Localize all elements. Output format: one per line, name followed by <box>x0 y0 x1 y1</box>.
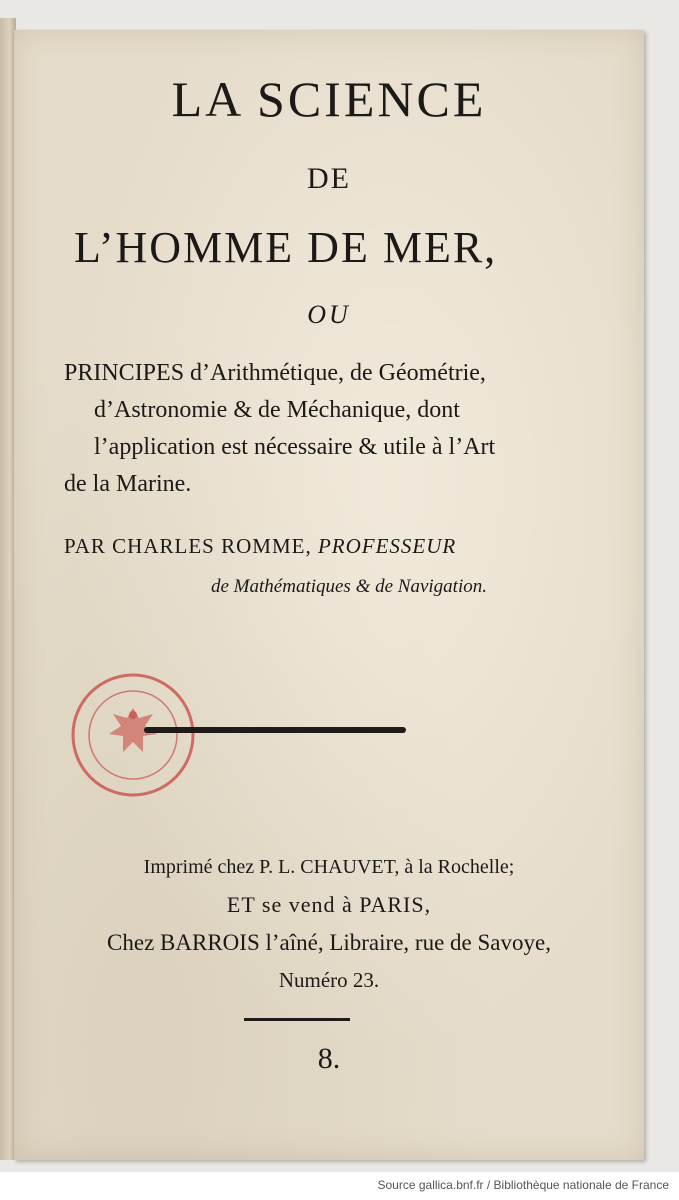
author-title: PROFESSEUR <box>317 534 457 558</box>
imprint-line-2: ET se vend à PARIS, <box>226 892 432 917</box>
subtitle-line-2: d’Astronomie & de Méchanique, dont <box>94 397 460 423</box>
subtitle-line-1: PRINCIPES d’Arithmétique, de Géométrie, <box>64 360 486 386</box>
imprint-line-3: Chez BARROIS l’aîné, Libraire, rue de Savoye, <box>107 930 551 955</box>
imprint-line-4: Numéro 23. <box>278 968 380 992</box>
title-line-2: DE <box>307 162 351 195</box>
author-line-2: de Mathématiques & de Navigation. <box>211 576 487 597</box>
title-line-3: L’HOMME DE MER, <box>74 223 498 272</box>
decorative-rule <box>144 727 406 733</box>
library-stamp <box>68 670 198 800</box>
source-credit: Source gallica.bnf.fr / Bibliothèque nationale de France <box>377 1178 669 1192</box>
author-name: PAR CHARLES ROMME, <box>64 534 318 558</box>
author-line <box>64 534 456 559</box>
page-number: 8. <box>317 1042 341 1075</box>
title-line-1: LA SCIENCE <box>171 71 487 127</box>
imprint-line-1: Imprimé chez P. L. CHAUVET, à la Rochelle; <box>143 856 515 878</box>
subtitle-line-4: de la Marine. <box>64 471 192 497</box>
title-page <box>14 30 644 1160</box>
title-line-4: OU <box>307 300 351 329</box>
subtitle-line-3: l’application est nécessaire & utile à l’Art <box>94 434 496 460</box>
short-rule <box>244 1018 350 1021</box>
